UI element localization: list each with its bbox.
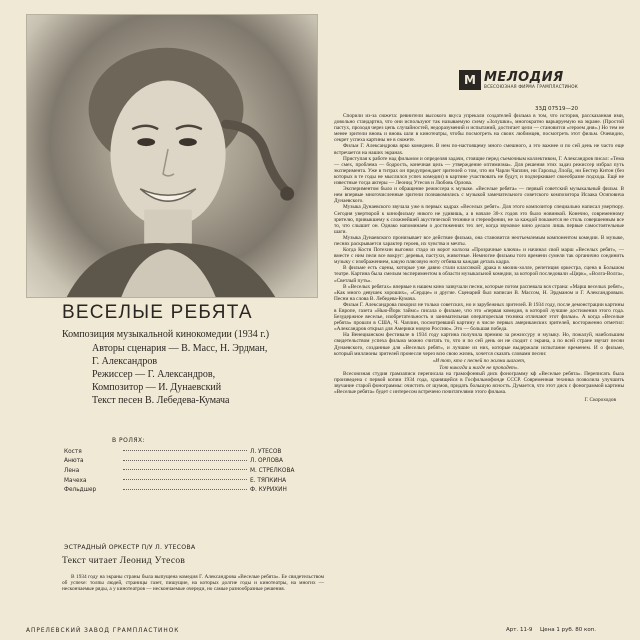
liner-paragraph: Приступая к работе над фильмом и определяя задачи, стоящие перед съемочным коллективом, Г. Александров писал: «Тема — смех, проблема — бодрость, конечная цель — утверждение оптимизма». Для решения этих задач режиссер избрал путь эксперимента. Уже в титрах он предупреждает зрителей о том, что ни Чарли Чаплин, ни Гарольд Ллойд, ни Бестер Китон (без которых в те годы не мыслился успех комедии) в картине участвовать не будут, и подчеркивает своеобразие подхода. Ещё не известные тогда актеры — Леонид Утесов и Любовь Орлова.: [334, 155, 624, 187]
liner-paragraph: Спорили из-за сюжета: ревнители высокого вкуса упрекали создателей фильма в том, что история, рассказанная ими, довольно стандартна, что они используют так называемую схему «Золушки», многократно варьируемую на экране. (Простой пастух, проходя через цепь случайностей, недоразумений и испытаний, достигает цели — становится «героем дня».) Но тем не менее зрители вновь и вновь шли в кинотеатры, чтобы посмотреть на своих любимцев, посмотреть этот фильм. Очевидно, секрет успеха картины не в сюжете.: [334, 113, 624, 144]
portrait-illustration: [27, 15, 317, 297]
liner-paragraph: Когда Костя Потехин выгонял стадо из ворот колхоза «Прозрачные ключи» и начинал свой марш «Веселых ребят», — вместе с ним пели все вокруг: деревья, пастухи, животные. Немногие фильмы того времени сумели так органично соединить музыку с изображением, какую плясовую ноту отбивала каждая деталь кадра.: [334, 247, 624, 266]
liner-paragraph: Музыка Дунаевского пронизывает все действие фильма, она становится неотъемлемым компонентом комедии. В музыке, песнях раскрывается характер героев, их чувства и мечты.: [334, 234, 624, 247]
intro-note: В 1934 году на экраны страны была выпущена комедия Г. Александрова «Веселые ребята». Ее свидетельством об успехе: толпы людей, страницы газет, пишущие, на которых долгие годы и кинотеатры, на многих — нескончаемые ряды, а у кинотеатров — нескончаемые очереди, но самые разнообразные решения.: [62, 574, 324, 593]
article-number: Арт. 11-9: [506, 627, 533, 633]
cast-row: [64, 447, 320, 457]
liner-paragraph: В фильме есть сцены, которые уже давно стали классикой: драка в мюзик-холле, репетиция оркестра, сцена в Большом театре. Картина была смелым экспериментом в области музыкальной комедии, за которой последовали «Цирк», «Волга-Волга», «Светлый путь».: [334, 265, 624, 284]
liner-paragraph: Экспериментом было и обращение режиссера к музыке. «Веселые ребята» — первый советский музыкальный фильм. В нем впервые многочисленные зрители познакомились с музыкой замечательного советского композитора Исаака Осиповича Дунаевского.: [334, 186, 624, 205]
dotted-leader: [123, 479, 247, 480]
cast-actor: Л. ОРЛОВА: [250, 458, 283, 465]
cast-actor: Л. УТЕСОВ: [250, 448, 282, 455]
cast-row: [64, 457, 320, 467]
cast-role: Фельдшер: [64, 487, 97, 494]
dotted-leader: [123, 450, 247, 451]
melodiya-logo-mark-icon: M: [459, 70, 481, 90]
cast-row: [64, 476, 320, 486]
verse-line: Тот никогда и нигде не пропадет».: [439, 364, 519, 371]
cast-role: Мачеха: [64, 477, 87, 484]
liner-paragraph: Музыка Дунаевского звучала уже в первых кадрах «Веселых ребят». Для этого композитор специально написал увертюру. Сегодня увертюрой к кинофильму никого не удивишь, а в начале 30-х годов это было новинкой. Конечно, современному зрителю, привыкшему к сложнейшей акустической технике и стереофонии, не за каждой покажется не столь совершенным все то, что слышит он. Однако напоминаем о достижениях тех лет, когда звуковое кино делало лишь первые самостоятельные шаги.: [334, 204, 624, 235]
melodiya-logo: [459, 68, 591, 92]
price-label: Цена 1 руб. 80 коп.: [540, 627, 597, 633]
liner-paragraph: Фильм Г. Александрова ярко комедиен. В нем по-настоящему много смешного, а это важнее и по сей день не часто еще встречается на наших экранах.: [334, 143, 624, 156]
cast-role: Костя: [64, 448, 82, 455]
logo-subtitle: ВСЕСОЮЗНАЯ ФИРМА ГРАМПЛАСТИНОК: [484, 83, 578, 89]
dotted-leader: [123, 469, 247, 470]
catalog-number: 33Д 07519—20: [535, 106, 579, 112]
cast-actor: М. СТРЕЛКОВА: [250, 467, 295, 474]
narrator-credit: Текст читает Леонид Утесов: [62, 556, 186, 566]
cast-actor: Е. ТЯПКИНА: [250, 477, 287, 484]
cast-row: [64, 466, 320, 476]
liner-paragraph: На Венецианском фестивале в 1934 году картина получила премию за режиссуру и музыку. Но, пожалуй, наибольшим свидетельством успеха фильма можно считать то, что и по сей день он не сходит с экрана, а по всей стране звучат песни Дунаевского, созданные для «Веселых ребят», и лучшие из них, которые выдержали испытание временем. И о фильме, который миллионы зрителей пронесли через всю свою жизнь, хочется сказать словами песни:: [334, 332, 624, 357]
author-signature: Г. Скороходов: [584, 397, 616, 404]
liner-notes-column: [334, 113, 624, 403]
pressing-plant: АПРЕЛЕВСКИЙ ЗАВОД ГРАМПЛАСТИНОК: [26, 628, 180, 634]
cast-role: Анюта: [64, 458, 84, 465]
cast-header: В РОЛЯХ:: [112, 437, 146, 444]
logo-name: МЕЛОДИЯ: [484, 69, 564, 85]
verse-line: «И тот, кто с песней по жизни шагает,: [432, 357, 526, 364]
cast-actor: Ф. КУРИХИН: [250, 487, 287, 494]
liner-paragraph: В «Веселых ребятах» впервые в нашем кино зазвучали песни, которые потом распевала вся страна: «Марш веселых ребят», «Как много девушек хороших», «Сердце» и другие. Сценарий был написан В. Массом, Н. Эрдманом и Г. Александровым. Песни на слова В. Лебедева-Кумача.: [334, 283, 624, 302]
credit-composer: Композитор — И. Дунаевский: [92, 382, 222, 393]
cast-role: Лена: [64, 467, 80, 474]
dotted-leader: [123, 489, 247, 490]
album-subtitle: Композиция музыкальной кинокомедии (1934 г.): [62, 329, 270, 340]
credit-screenwriters: Авторы сценария — В. Масс, Н. Эрдман,: [92, 343, 268, 354]
credit-screenwriters-cont: Г. Александров: [92, 356, 158, 367]
credits-block: [62, 342, 332, 407]
dotted-leader: [123, 460, 247, 461]
credit-lyrics: Текст песен В. Лебедева-Кумача: [92, 395, 230, 406]
cast-list: [64, 447, 320, 495]
credit-director: Режиссер — Г. Александров,: [92, 369, 216, 380]
album-title: ВЕСЕЛЫЕ РЕБЯТА: [62, 302, 253, 323]
liner-paragraph: Фильм Г. Александрова покорил не только советских, но и зарубежных зрителей. В 1934 году, после демонстрации картины в Европе, газета «Нью-Йорк таймс» писала о фильме, что это «первая комедия, в которой лучшие достижения этого года. Безудержное веселье, изобретательность и занимательная оператореская техника отличают этот фильм». А когда «Веселые ребята» прошли в США, Ч. Чаплин, посмотревший картину в числе первых американских зрителей, восторженно отметил: «Александров открыл для Америки новую Россию». Это — большая победа.: [334, 301, 624, 333]
orchestra-credit: ЭСТРАДНЫЙ ОРКЕСТР П/У Л. УТЕСОВА: [64, 544, 196, 551]
cast-row: [64, 485, 320, 495]
actress-portrait-photo: [26, 14, 318, 298]
closing-paragraph: Всесоюзная студия грамзаписи переписала на грамофонный диск фонограмму кф «Веселые ребята». Переписать была произведена с первой копии 1934 года, хранящейся в Госфильмофонде СССР. Современная техника позволила улучшить звучание старой фонограммы: очистить от шумов, придать большую ясность. Думается, что этот диск с фонограммой картины «Веселые ребята» будет с интересом встречено почитателями этого фильма.: [334, 370, 624, 396]
